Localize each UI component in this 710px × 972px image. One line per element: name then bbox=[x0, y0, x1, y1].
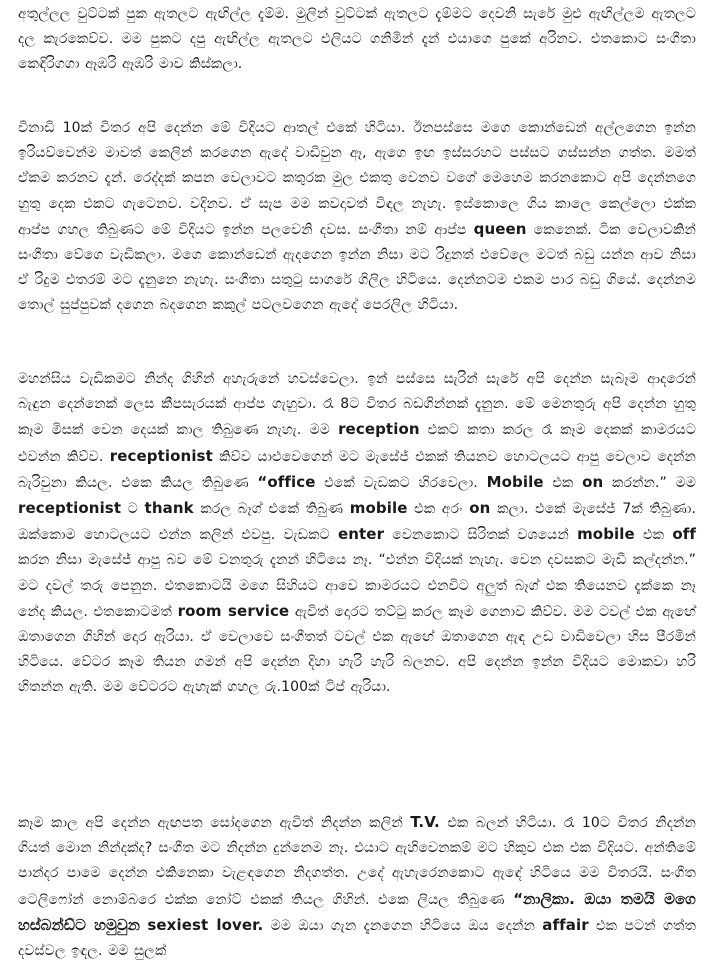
text-segment: ඇවිත් දොරට තට්ටු කරල කෑම ගෙනාව කිව්ව. මම ටවල් එක ඇඟේ ඔතාගෙන ගිහින් දොර ඇරියා. ඒ වෙලාවෙ සංගීතත් ටවල් එක ඇඟේ ඔතාගෙන ඇඳ උඩ වාඩිවෙලා හිස පීරමින් හිටියෙ. වේටර කෑම තියන ගමන් අපි දෙන්න දිහා හැරි හැරි බලනව. අපි දෙන්න ඉන්න විදියට මොකවා හරි හිතන්න ඇති. මම වේටරට ඇහැක් ගහල රු.100ක් ටිප් ඇරියා. bbox=[18, 603, 697, 696]
bold-text-segment: T.V. bbox=[410, 813, 440, 831]
bold-text-segment: queen bbox=[473, 219, 527, 238]
text-segment: අතුල්ලල වුට්ටක් පුක ඇතලට ඇඟිල්ල දැම්ම. මුලින් වුට්ටක් ඇතලට දැම්මට දෙවනි සැරේ මුළු ඇඟිල්ලම ඇතලට දල කැරකෙව්ව. මම පුකට දපු ඇඟිල්ල ඇතලට එලියට ගනිමින් දැන් එයාගෙ පුකේ අරිනව. එතකොට සංගීතා කෙඳිරිගගා ඈඹරි ඈඹරි මාව කිස්කලා. bbox=[18, 6, 696, 73]
story-paragraph-1 bbox=[18, 2, 696, 78]
text-segment: කරල බෑග් එකේ තිබුණ bbox=[193, 501, 350, 518]
bold-text-segment: on bbox=[469, 499, 491, 518]
bold-text-segment: on bbox=[582, 472, 604, 491]
text-segment: මහන්සිය වැඩිකමට නින්ද ගිහින් අහැරුනේ හවස්වෙලා. ඉන් පස්සෙ සැරින් සැරේ අපි දෙන්න සැබෑම ආදරෙන් බැඳුන දෙන්නෙක් ලෙස කීපසැරයක් ආප්ප ගැහුවා. රෑ 8ට විතර බඩගින්නක් දැනුන. මේ මෙනතුරු අපි දෙන්න හුතු කෑම මිසක් වෙන දෙයක් කාල තිබුණෙ නැහැ. මම bbox=[18, 371, 696, 439]
bold-text-segment: off bbox=[672, 525, 696, 544]
text-segment: ට bbox=[121, 501, 145, 518]
story-paragraph-4 bbox=[18, 810, 696, 964]
story-paragraph-3 bbox=[18, 367, 696, 701]
text-segment: කරන නිසා මැසේජ් ආපු බව මේ වනතුරු දැනන් හිටියෙ නෑ. “එන්න විදියක් නැහැ. වෙන දවසකට මැඩී කල්දන්න.” මට දවල් තරු පෙනුන. එතකොටයි මගෙ සිහියට ආවෙ කාමරයට එනවිට අලුත් බෑග් එක තියෙනව දැක්කෙ නෑ නේද කියල. එතකොටමත් bbox=[18, 552, 696, 620]
bold-text-segment: receptionist bbox=[109, 446, 213, 465]
bold-text-segment: receptionist bbox=[18, 499, 122, 518]
text-segment: වෙනකොට සිරිතක් වශයෙන් bbox=[384, 527, 578, 544]
bold-text-segment: enter bbox=[337, 525, 385, 544]
bold-text-segment: “office bbox=[257, 472, 316, 491]
text-segment: එක bbox=[634, 527, 673, 544]
text-segment: එක අරං bbox=[407, 501, 470, 518]
text-segment: කෑම කාල අපි දෙන්න ඇඟපත සෝදගෙන ඇවිත් නිදන්න කලින් bbox=[18, 815, 411, 831]
text-segment: එක පටන් ගත්ත දවස්වල ඉඳල. මම සුලක් bbox=[18, 917, 696, 960]
bold-text-segment: room service bbox=[177, 601, 290, 620]
text-segment: කලා. එකේ මැසේජ් 7ක් තිබුණා. ඔක්කොම හොටලයට එන්න කලින් එවපු. වැඩකට bbox=[18, 501, 696, 544]
text-segment: කිව්ව යාළුවෙගෙන් මට මැසේජ් එකක් තියනව හොටලයට ආපු වෙලාව දෙන්න බැරිවුනා කියල. එකෙ කියල තිබුණෙ bbox=[18, 448, 696, 491]
text-segment: එකට කතා කරල රෑ කෑම දෙකක් කාමරයට එවන්න කිව්ව. bbox=[18, 422, 696, 465]
bold-text-segment: reception bbox=[338, 420, 420, 439]
text-segment: එකේ වැඩකට හිරවෙලා. bbox=[315, 474, 487, 491]
bold-text-segment: mobile bbox=[349, 499, 408, 518]
bold-text-segment: Mobile bbox=[486, 472, 544, 491]
text-segment: විනාඩි 10ක් විතර අපි දෙන්න මේ විදියට ආතල් එකේ හිටියා. ඊනපස්සෙ මගෙ කොන්ඩෙන් අල්ලගෙන ඉන්න ඉරියව්වෙන්ම මාවත් කෙලින් කරගෙන ඇදේ වාඩිවුන ඈ, ඇගෙ ඉඟ ඉස්සරහට පස්සට ගස්සන්න ගත්ත. මමත් ඒකම කරනව දැන්. රෙද්දක් කපන වෙලාවට කතුරක මුල එකතු වෙනව වගේ මෙහෙම කරනකොට අපි දෙන්නගෙ හුතු දෙක එකට ගැටෙනව. වදිනව. ඒ සැප මම කවදාවත් විඳල නැහැ. ඉස්කොලෙ ගිය කාලෙ කෙල්ලො එක්ක ආප්ප ගහල තිබුණට මේ විදියට ඉන්න පලවෙනි දවස. සංගීතා නම් ආප්ප bbox=[18, 120, 696, 238]
text-segment: කරන්න.” මම bbox=[603, 474, 696, 491]
bold-text-segment: mobile bbox=[577, 525, 635, 544]
story-paragraph-2 bbox=[18, 116, 696, 319]
bold-text-segment: affair bbox=[542, 915, 589, 934]
text-segment: එක bbox=[543, 474, 583, 491]
text-segment: එක බලන් හිටියා. රෑ 10ට විතර නිදන්න ගියත් මොන නින්දක්ද? සංගීත මට නිදන්න දුන්නෙම නෑ. එයාට ඇහිවෙනකම් මට හිකුව එක එක විදියට. අන්තිමේ පාන්දර පාමෙ දෙන්න එකිනෙකා වැළඳගෙන නිදගත්ත. උදේ ඇහැරෙනකොට ඇඳේ හිටියෙ මම විතරයි. සංගීත ටෙලිෆෝන් නොම්බරෙ එක්ක නෝට් එකක් තියල ගිහින්. එකෙ ලියල තිබුණෙ bbox=[18, 815, 696, 908]
text-segment: කෙනෙක්. ටික වෙලාවකින් සංගීතා වේගෙ වැඩිකලා. මගෙ කොන්ඩෙන් ඇදගෙන ඉන්න නිසා මට රිදුනත් එවේලෙ මටත් බඩු යන්න ආව නිසා ඒ රිදුම එතරම් මට දැනුනෙ නැහැ. සංගීතා සතුටු සාගරේ ගිලිල හිටියෙ. දෙන්නටම එකම පාර බඩු ගියේ. දෙන්නම තොල් සුප්පුවක් දගෙන බදගෙන කකුල් පටලවගෙන ඇදේ පෙරලිල හිටියා. bbox=[18, 221, 696, 314]
text-segment: මම ඔයා ගැන දැනගෙන හිටියෙ ඔය දෙන්න bbox=[263, 917, 543, 934]
bold-text-segment: “නාලිකා. ඔයා තමයි මගෙ හස්බන්ඩ්ට හමුවුන bbox=[18, 889, 696, 934]
bold-text-segment: sexiest lover. bbox=[147, 915, 264, 934]
bold-text-segment: thank bbox=[144, 499, 194, 518]
